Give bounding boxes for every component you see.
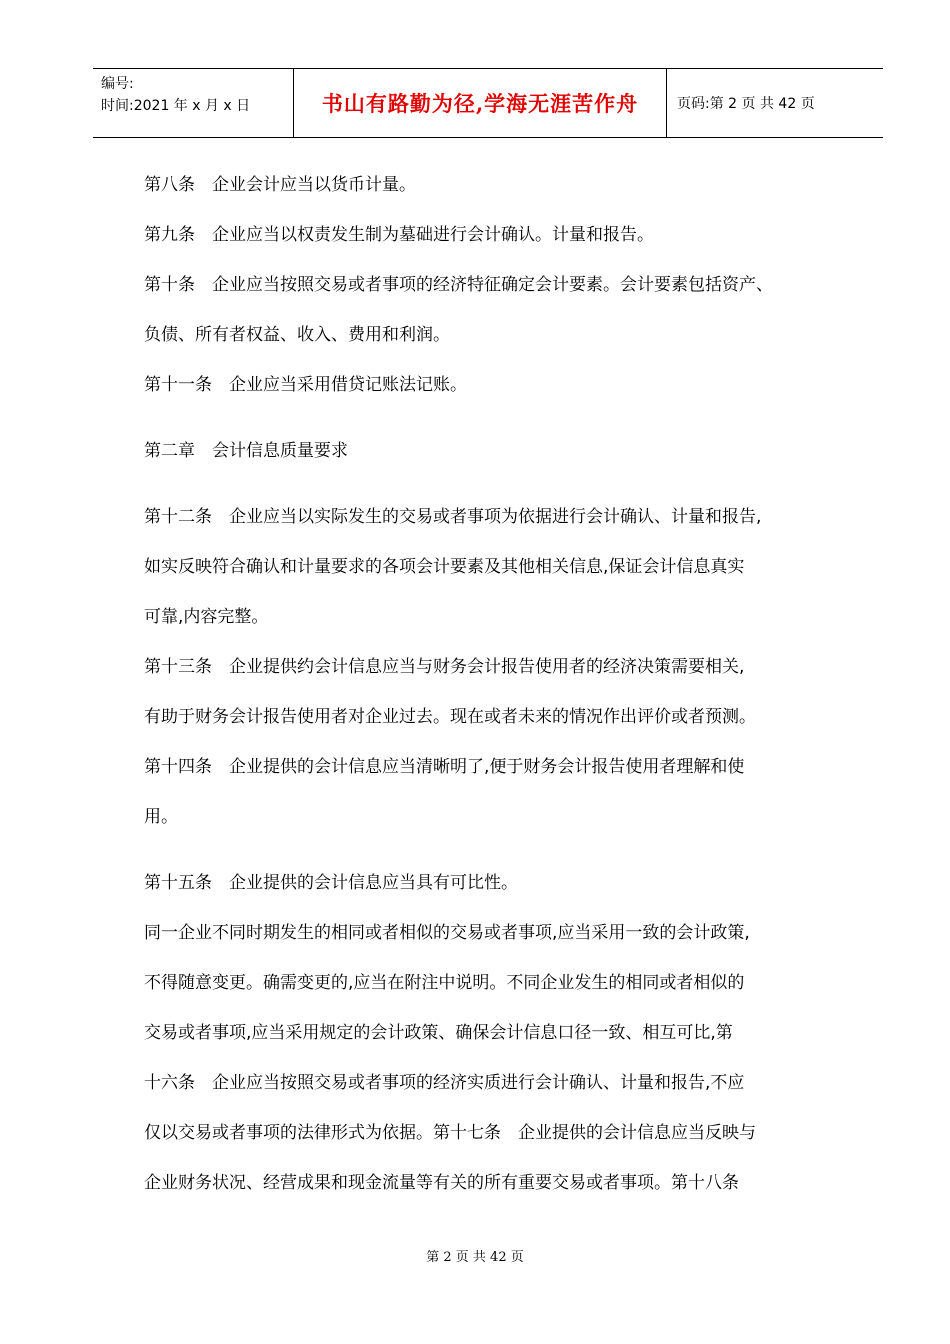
- paragraph-line-2: 不得随意变更。确需变更的,应当在附注中说明。不同企业发生的相同或者相似的: [144, 973, 745, 993]
- header-motto: 书山有路勤为径,学海无涯苦作舟: [294, 69, 667, 137]
- paragraph-line-1: 同一企业不同时期发生的相同或者相似的交易或者事项,应当采用一致的会计政策,: [144, 923, 750, 943]
- paragraph-line-5: 仅以交易或者事项的法律形式为依据。第十七条 企业提供的会计信息应当反映与: [144, 1123, 756, 1143]
- article-14-line-2: 用。: [144, 807, 178, 827]
- chapter-2-heading: 第二章 会计信息质量要求: [144, 441, 348, 461]
- document-body: [144, 160, 844, 1208]
- article-14-line-1: 第十四条 企业提供的会计信息应当清晰明了,便于财务会计报告使用者理解和使: [144, 757, 745, 777]
- article-11: 第十一条 企业应当采用借贷记账法记账。: [144, 375, 467, 395]
- article-13-line-1: 第十三条 企业提供约会计信息应当与财务会计报告使用者的经济决策需要相关,: [144, 657, 745, 677]
- page-footer: 第 2 页 共 42 页: [426, 1250, 524, 1265]
- article-8: 第八条 企业会计应当以货币计量。: [144, 175, 416, 195]
- paragraph-line-4: 十六条 企业应当按照交易或者事项的经济实质进行会计确认、计量和报告,不应: [144, 1073, 745, 1093]
- article-12-line-1: 第十二条 企业应当以实际发生的交易或者事项为依据进行会计确认、计量和报告,: [144, 507, 762, 527]
- header-meta: [93, 69, 294, 137]
- paragraph-line-3: 交易或者事项,应当采用规定的会计政策、确保会计信息口径一致、相互可比,第: [144, 1023, 733, 1043]
- article-10-line-1: 第十条 企业应当按照交易或者事项的经济特征确定会计要素。会计要素包括资产、: [144, 275, 773, 295]
- article-12-line-2: 如实反映符合确认和计量要求的各项会计要素及其他相关信息,保证会计信息真实: [144, 557, 745, 577]
- header-page-info: 页码:第 2 页 共 42 页: [677, 96, 815, 112]
- time-label: 时间:2021 年 x 月 x 日: [101, 98, 251, 114]
- article-10-line-2: 负债、所有者权益、收入、费用和利润。: [144, 325, 450, 345]
- page-header: [93, 68, 883, 138]
- number-label: 编号:: [101, 76, 134, 92]
- paragraph-line-6: 企业财务状况、经营成果和现金流量等有关的所有重要交易或者事项。第十八条: [144, 1173, 739, 1193]
- article-13-line-2: 有助于财务会计报告使用者对企业过去。现在或者未来的情况作出评价或者预测。: [144, 707, 756, 727]
- article-12-line-3: 可靠,内容完整。: [144, 607, 269, 627]
- article-9: 第九条 企业应当以权责发生制为墓础进行会计确认。计量和报告。: [144, 225, 654, 245]
- article-15: 第十五条 企业提供的会计信息应当具有可比性。: [144, 873, 518, 893]
